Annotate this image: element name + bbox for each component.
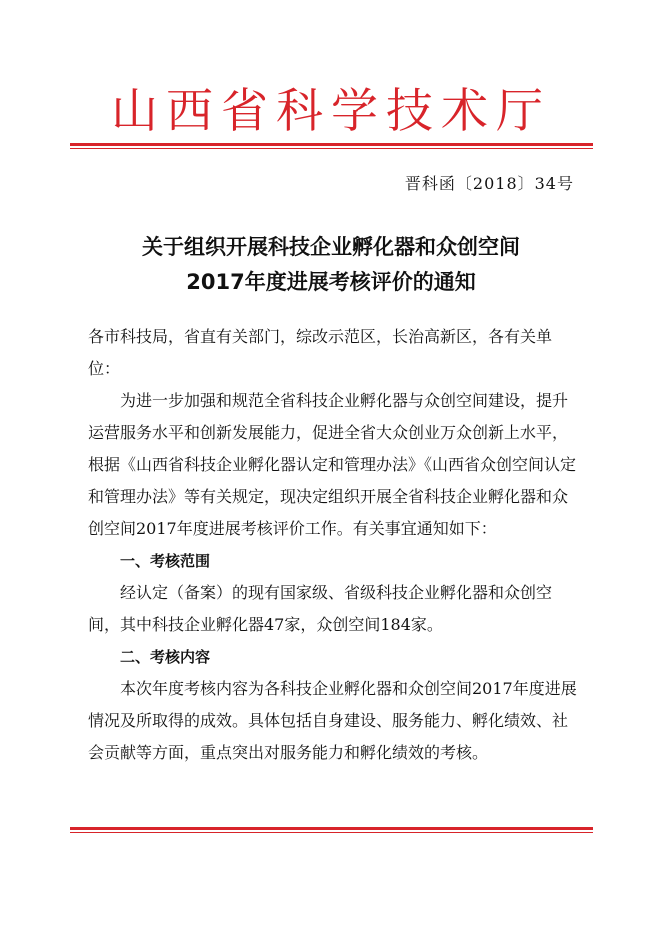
notice-title-line-2: 2017年度进展考核评价的通知: [186, 270, 476, 294]
section-scope-paragraph: 经认定（备案）的现有国家级、省级科技企业孵化器和众创空间，其中科技企业孵化器47家，众创空间184家。: [88, 583, 553, 634]
section-heading-scope: 一、考核范围: [120, 552, 211, 570]
section-heading-content: 二、考核内容: [120, 648, 211, 666]
salutation: 各市科技局，省直有关部门，综改示范区，长治高新区，各有关单位：: [88, 327, 553, 378]
notice-body: [88, 321, 578, 769]
intro-paragraph: 为进一步加强和规范全省科技企业孵化器与众创空间建设，提升运营服务水平和创新发展能力，促进全省大众创业万众创新上水平，根据《山西省科技企业孵化器认定和管理办法》《山西省众创空间认定和管理办法》等有关规定，现决定组织开展全省科技企业孵化器和众创空间2017年度进展考核评价工作。有关事宜通知如下：: [88, 391, 577, 538]
masthead-divider: [70, 143, 593, 149]
footer-divider: [70, 827, 593, 833]
masthead-title: 山西省科学技术厅: [111, 84, 551, 139]
notice-title-line-1: 关于组织开展科技企业孵化器和众创空间: [142, 235, 520, 259]
document-number: 晋科函〔2018〕34号: [404, 174, 574, 193]
section-content-paragraph: 本次年度考核内容为各科技企业孵化器和众创空间2017年度进展情况及所取得的成效。具体包括自身建设、服务能力、孵化绩效、社会贡献等方面，重点突出对服务能力和孵化绩效的考核。: [88, 679, 577, 762]
